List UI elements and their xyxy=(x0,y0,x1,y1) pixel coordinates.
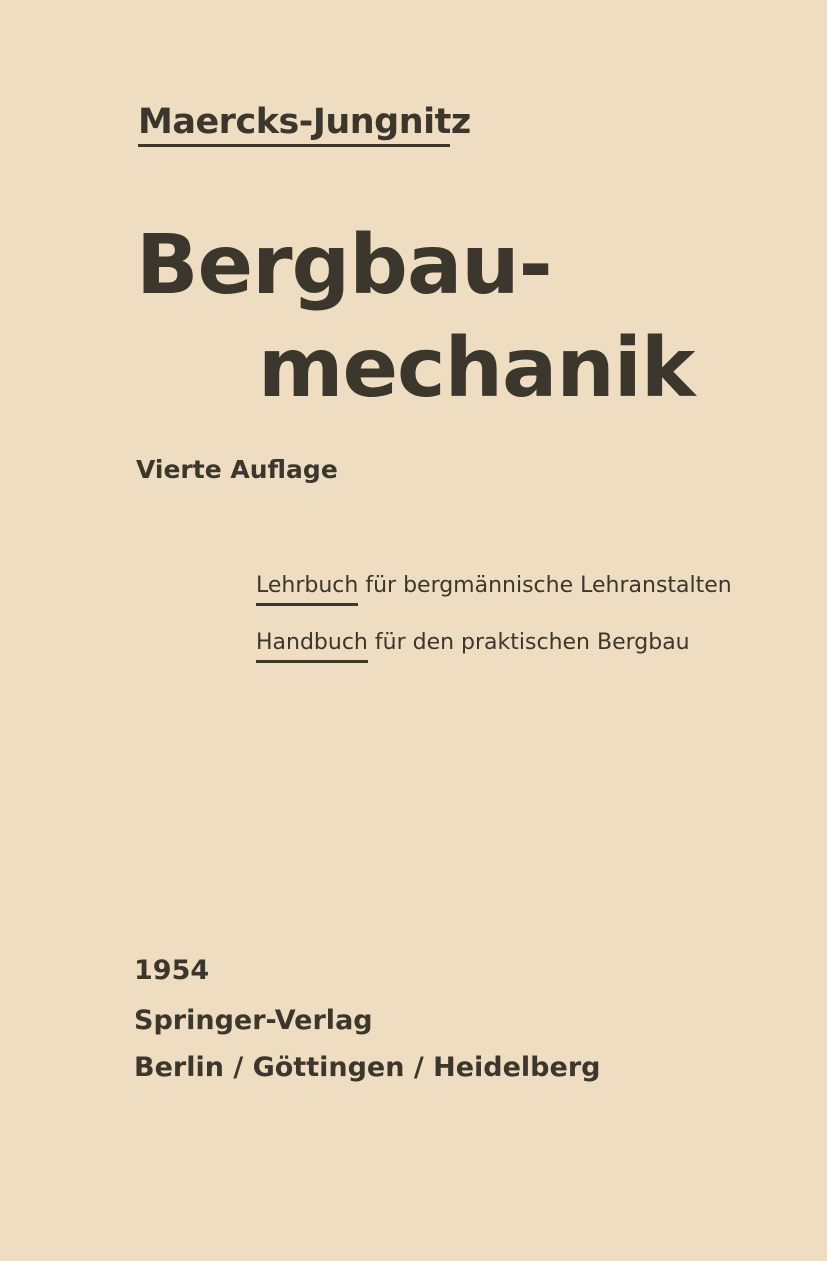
publication-year: 1954 xyxy=(134,955,210,986)
author-underline xyxy=(138,144,450,147)
description-text-textbook: für bergmännische Lehranstalten xyxy=(358,573,732,598)
publisher-name: Springer-Verlag xyxy=(134,1005,373,1036)
book-title-line-2: mechanik xyxy=(258,321,695,416)
author-name: Maercks-Jungnitz xyxy=(138,102,471,142)
description-textbook xyxy=(256,571,732,606)
edition-label: Vierte Auflage xyxy=(136,455,338,484)
description-term-textbook: Lehrbuch xyxy=(256,571,358,606)
book-title-line-1: Bergbau- xyxy=(136,218,552,313)
description-term-handbook: Handbuch xyxy=(256,628,368,663)
description-text-handbook: für den praktischen Bergbau xyxy=(367,630,690,655)
description-handbook xyxy=(256,628,690,663)
publisher-cities: Berlin / Göttingen / Heidelberg xyxy=(134,1052,601,1083)
